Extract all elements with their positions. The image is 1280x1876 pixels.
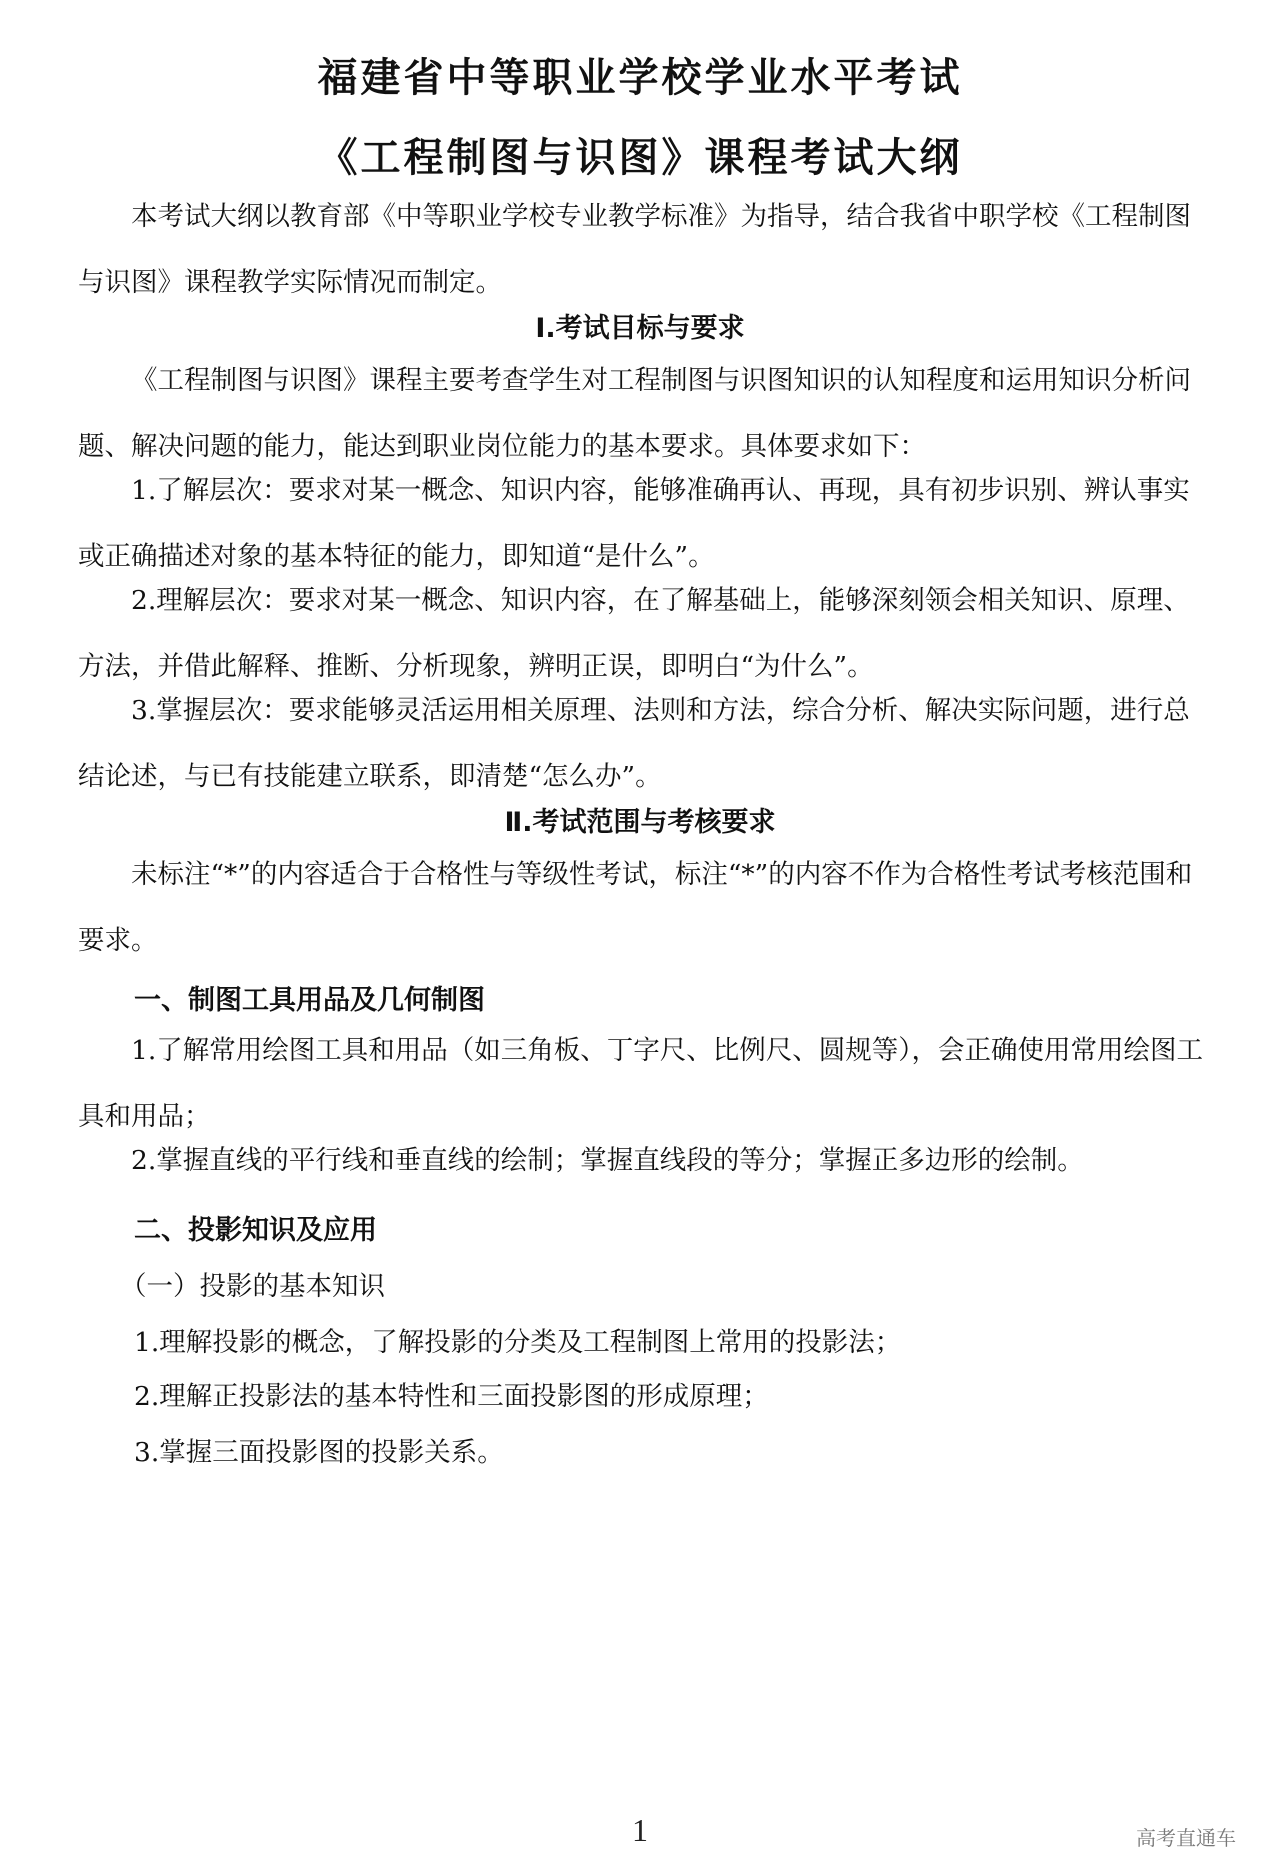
intro-paragraph: 本考试大纲以教育部《中等职业学校专业教学标准》为指导，结合我省中职学校《工程制图与识图》课程教学实际情况而制定。 bbox=[78, 201, 1191, 298]
part2-item-1: 1.理解投影的概念，了解投影的分类及工程制图上常用的投影法； bbox=[134, 1327, 902, 1358]
level-master-paragraph: 3.掌握层次：要求能够灵活运用相关原理、法则和方法，综合分析、解决实际问题，进行总结论述，与已有技能建立联系，即清楚“怎么办”。 bbox=[78, 695, 1190, 792]
level-comprehend-paragraph: 2.理解层次：要求对某一概念、知识内容，在了解基础上，能够深刻领会相关知识、原理、方法，并借此解释、推断、分析现象，辨明正误，即明白“为什么”。 bbox=[78, 585, 1190, 682]
level-understand-paragraph: 1.了解层次：要求对某一概念、知识内容，能够准确再认、再现，具有初步识别、辨认事实或正确描述对象的基本特征的能力，即知道“是什么”。 bbox=[78, 475, 1190, 572]
part2-item-3: 3.掌握三面投影图的投影关系。 bbox=[134, 1437, 504, 1468]
part2-subheading: （一）投影的基本知识 bbox=[120, 1271, 385, 1302]
page-number: 1 bbox=[632, 1812, 648, 1848]
watermark-text: 高考直通车 bbox=[1136, 1826, 1236, 1850]
section1-paragraph: 《工程制图与识图》课程主要考查学生对工程制图与识图知识的认知程度和运用知识分析问题、解决问题的能力，能达到职业岗位能力的基本要求。具体要求如下： bbox=[78, 365, 1191, 462]
section2-heading: Ⅱ.考试范围与考核要求 bbox=[504, 807, 776, 838]
part2-item-2: 2.理解正投影法的基本特性和三面投影图的形成原理； bbox=[134, 1381, 769, 1412]
section2-note-paragraph: 未标注“*”的内容适合于合格性与等级性考试，标注“*”的内容不作为合格性考试考核范围和要求。 bbox=[78, 859, 1193, 956]
part1-item-1: 1.了解常用绘图工具和用品（如三角板、丁字尺、比例尺、圆规等），会正确使用常用绘图工具和用品； bbox=[78, 1035, 1204, 1132]
part1-item-2: 2.掌握直线的平行线和垂直线的绘制；掌握直线段的等分；掌握正多边形的绘制。 bbox=[131, 1145, 1084, 1176]
section1-heading: Ⅰ.考试目标与要求 bbox=[535, 313, 745, 344]
document-title-line2: 《工程制图与识图》课程考试大纲 bbox=[317, 135, 963, 181]
document-title-line1: 福建省中等职业学校学业水平考试 bbox=[317, 55, 963, 101]
part2-heading: 二、投影知识及应用 bbox=[134, 1215, 377, 1246]
part1-heading: 一、制图工具用品及几何制图 bbox=[134, 985, 485, 1016]
